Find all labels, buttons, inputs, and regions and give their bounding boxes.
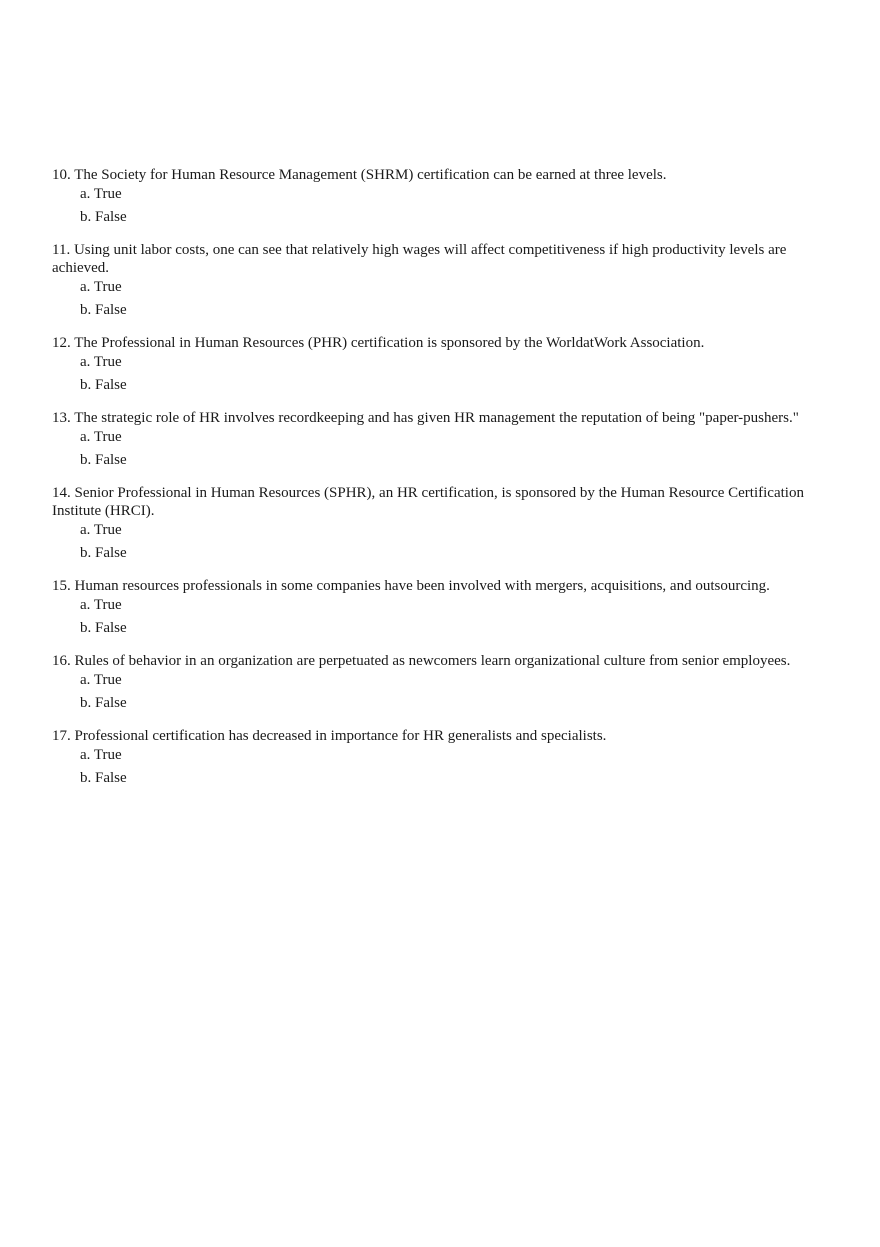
- answer-options: [52, 596, 834, 637]
- answer-options: [52, 185, 834, 226]
- answer-options: [52, 521, 834, 562]
- question-list: [52, 166, 834, 802]
- option-true: a. True: [80, 354, 122, 370]
- question-text: [52, 577, 834, 595]
- question-body: Senior Professional in Human Resources (SPHR), an HR certification, is sponsored by the Human Resource Certification Institute (HRCI).: [52, 485, 804, 519]
- question-15: [52, 577, 834, 637]
- answer-options: [52, 278, 834, 319]
- option-true: a. True: [80, 522, 122, 538]
- option-false: b. False: [80, 452, 127, 468]
- option-false: b. False: [80, 620, 127, 636]
- question-12: [52, 334, 834, 394]
- question-14: [52, 484, 834, 562]
- question-number: 11.: [52, 242, 71, 258]
- option-true: a. True: [80, 597, 122, 613]
- question-body: Human resources professionals in some companies have been involved with mergers, acquisitions, and outsourcing.: [74, 578, 770, 594]
- question-text: [52, 727, 834, 745]
- answer-options: [52, 428, 834, 469]
- question-text: [52, 409, 834, 427]
- option-true: a. True: [80, 429, 122, 445]
- question-body: Professional certification has decreased in importance for HR generalists and specialists.: [74, 728, 607, 744]
- question-text: [52, 334, 834, 352]
- question-number: 17.: [52, 728, 71, 744]
- question-body: The Professional in Human Resources (PHR) certification is sponsored by the WorldatWork Association.: [74, 335, 705, 351]
- option-false: b. False: [80, 377, 127, 393]
- option-false: b. False: [80, 545, 127, 561]
- question-text: [52, 652, 834, 670]
- question-16: [52, 652, 834, 712]
- option-true: a. True: [80, 747, 122, 763]
- question-number: 13.: [52, 410, 71, 426]
- question-body: The strategic role of HR involves recordkeeping and has given HR management the reputation of being "paper-pushers.": [74, 410, 799, 426]
- question-11: [52, 241, 834, 319]
- answer-options: [52, 746, 834, 787]
- option-false: b. False: [80, 695, 127, 711]
- option-true: a. True: [80, 186, 122, 202]
- question-body: Rules of behavior in an organization are perpetuated as newcomers learn organizational culture from senior employees.: [74, 653, 791, 669]
- question-body: Using unit labor costs, one can see that relatively high wages will affect competitiveness if high productivity levels are achieved.: [52, 242, 787, 276]
- question-text: [52, 166, 834, 184]
- question-10: [52, 166, 834, 226]
- question-number: 14.: [52, 485, 71, 501]
- question-body: The Society for Human Resource Management (SHRM) certification can be earned at three levels.: [74, 167, 667, 183]
- question-number: 15.: [52, 578, 71, 594]
- question-number: 16.: [52, 653, 71, 669]
- answer-options: [52, 353, 834, 394]
- question-number: 10.: [52, 167, 71, 183]
- option-true: a. True: [80, 672, 122, 688]
- question-number: 12.: [52, 335, 71, 351]
- option-false: b. False: [80, 770, 127, 786]
- question-text: [52, 484, 834, 520]
- question-13: [52, 409, 834, 469]
- question-text: [52, 241, 834, 277]
- option-false: b. False: [80, 302, 127, 318]
- option-true: a. True: [80, 279, 122, 295]
- question-17: [52, 727, 834, 787]
- answer-options: [52, 671, 834, 712]
- option-false: b. False: [80, 209, 127, 225]
